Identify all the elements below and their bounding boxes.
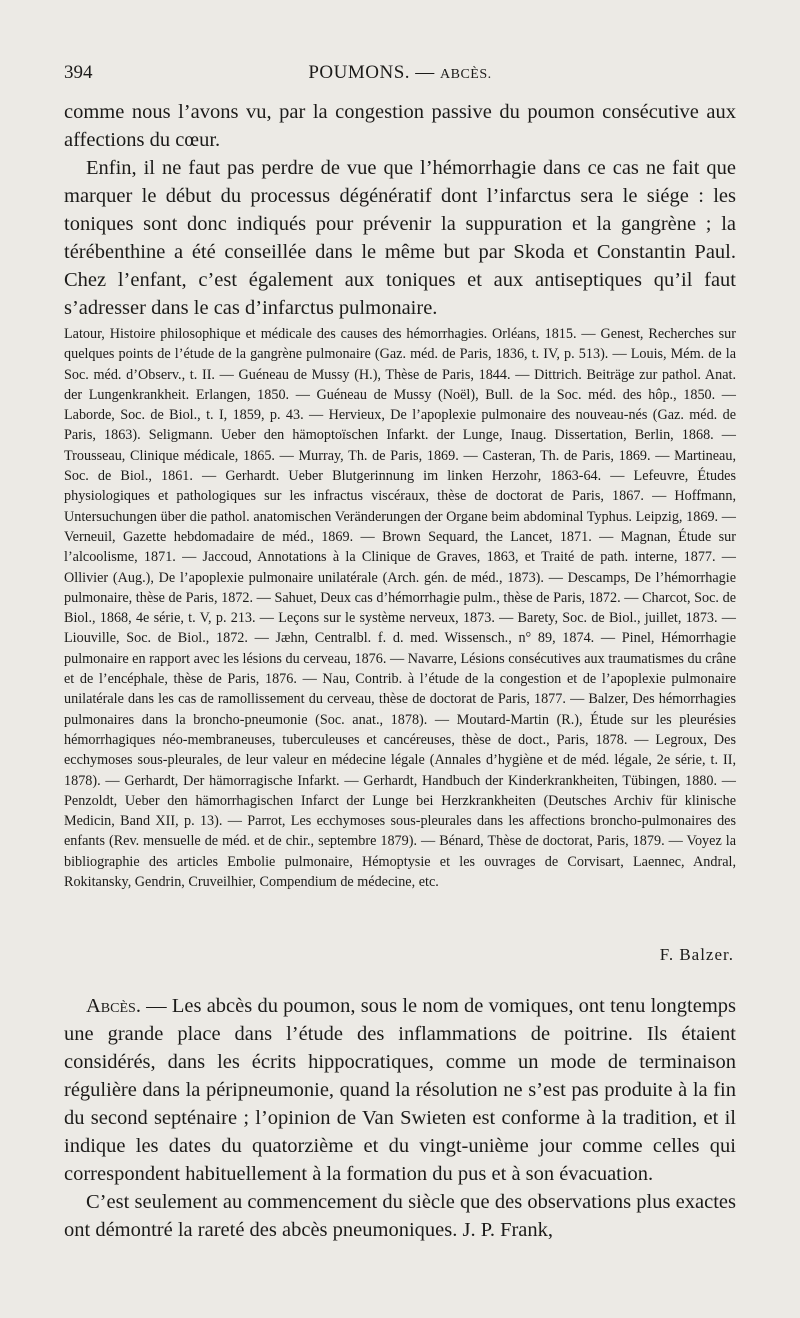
- running-header: [64, 62, 736, 92]
- section-heading-abces: Abcès.: [86, 995, 141, 1017]
- paragraph-abces: [64, 992, 736, 1188]
- author-signature: F. Balzer.: [659, 945, 734, 964]
- paragraph-observations: C’est seulement au commencement du siècle que des observations plus exactes ont démontré la rareté des abcès pneumoniques. J. P. Frank,: [64, 1191, 736, 1241]
- bottom-body-text: [64, 992, 736, 1244]
- paragraph-abces-text: — Les abcès du poumon, sous le nom de vomiques, ont tenu longtemps une grande place dans l’étude des inflammations de poitrine. Ils étaient considérés, dans les écrits hippocratiques, comme un mode de terminaison régulière dans la péripneumonie, quand la résolution ne s’est pas produite à la fin du second septénaire ; l’opinion de Van Swieten est conforme à la tradition, et il indique les dates du quatorzième et du vingt-unième jour comme celles qui correspondent habituellement à la formation du pus et à son évacuation.: [64, 995, 736, 1185]
- running-title: [64, 62, 736, 84]
- running-title-main: POUMONS. —: [308, 62, 441, 83]
- page-number: 394: [64, 62, 93, 83]
- bibliography: Latour, Histoire philosophique et médicale des causes des hémorrhagies. Orléans, 1815. — Genest, Recherches sur quelques points de l’étude de la gangrène pulmonaire (Gaz. méd. de Paris, 1836, t. IV, p. 513). — Louis, Mém. de la Soc. méd. d’Observ., t. II. — Guéneau de Mussy (H.), Thèse de Paris, 1844. — Dittrich. Beiträge zur pathol. Anat. der Lungenkrankheit. Erlangen, 1850. — Guéneau de Mussy (Noël), Bull. de la Soc. méd. des hôp., 1850. — Laborde, Soc. de Biol., t. I, 1859, p. 43. — Hervieux, De l’apoplexie pulmonaire des nouveau-nés (Gaz. méd. de Paris, 1863). Seligmann. Ueber den hämoptoïschen Infarkt. der Lunge, Inaug. Dissertation, Berlin, 1868. — Trousseau, Clinique médicale, 1865. — Murray, Th. de Paris, 1869. — Casteran, Th. de Paris, 1869. — Martineau, Soc. de Biol., 1861. — Gerhardt. Ueber Blutgerinnung im linken Herzohr, 1863-64. — Lefeuvre, Études physiologiques et pathologiques sur les infractus viscéraux, thèse de doctorat de Paris, 1867. — Hoffmann, Untersuchungen über die pathol. anatomischen Veränderungen der Organe beim abdominal Typhus. Leipzig, 1869. — Verneuil, Gazette hebdomadaire de méd., 1869. — Brown Sequard, the Lancet, 1871. — Magnan, Étude sur l’alcoolisme, 1871. — Jaccoud, Annotations à la Clinique de Graves, 1863, et Traité de path. interne, 1877. — Ollivier (Aug.), De l’apoplexie pulmonaire unilatérale (Arch. gén. de méd., 1873). — Descamps, De l’hémorrhagie pulmonaire, thèse de Paris, 1872. — Sahuet, Deux cas d’hémorrhagie pulm., thèse de Paris, 1872. — Charcot, Soc. de Biol., 1868, 4e série, t. V, p. 213. — Leçons sur le système nerveux, 1873. — Barety, Soc. de Biol., juillet, 1873. — Liouville, Soc. de Biol., 1872. — Jæhn, Centralbl. f. d. med. Wissensch., n° 89, 1874. — Pinel, Hémorrhagie pulmonaire en rapport avec les lésions du cerveau, 1876. — Navarre, Lésions consécutives aux traumatismes du crâne et de l’encéphale, thèse de Paris, 1876. — Nau, Contrib. à l’étude de la congestion et de l’apoplexie pulmonaire unilatérale dans les cas de ramollissement du cerveau, thèse de doctorat de Paris, 1877. — Balzer, Des hémorrhagies pulmonaires dans la broncho-pneumonie (Soc. anat., 1878). — Moutard-Martin (R.), Étude sur les pleurésies hémorrhagiques néo-membraneuses, tuberculeuses et cancéreuses, thèse de doct., Paris, 1878. — Legroux, Des ecchymoses sous-pleurales, de leur valeur en médecine légale (Annales d’hygiène et de méd. légale, 2e série, t. II, 1878). — Gerhardt, Der hämorragische Infarkt. — Gerhardt, Handbuch der Kinderkrankheiten, Tübingen, 1880. — Penzoldt, Ueber den hämorrhagischen Infarct der Lunge bei Herzkrankheiten (Deutsches Archiv für klinische Medicin, Band XII, p. 13). — Parrot, Les ecchymoses sous-pleurales dans les affections broncho-pulmonaires des enfants (Rev. mensuelle de méd. et de chir., septembre 1879). — Bénard, Thèse de doctorat, Paris, 1879. — Voyez la bibliographie des articles Embolie pulmonaire, Hémoptysie et les ouvrages de Corvisart, Laennec, Andral, Rokitansky, Gendrin, Cruveilhier, Compendium de médecine, etc.: [64, 326, 736, 891]
- paragraph-treatment: Enfin, il ne faut pas perdre de vue que l’hémorrhagie dans ce cas ne fait que marquer le début du processus dégénératif dont l’infarctus sera le siége : les toniques sont donc indiqués pour prévenir la suppuration et la gangrène ; la térébenthine a été conseillée dans le même but par Skoda et Constantin Paul. Chez l’enfant, c’est également aux toniques et aux antiseptiques qu’il faut s’adresser dans le cas d’infarctus pulmonaire.: [64, 157, 736, 319]
- paragraph-continuation: comme nous l’avons vu, par la congestion passive du poumon consécutive aux affections du cœur.: [64, 101, 736, 151]
- top-body-text: [64, 98, 736, 322]
- running-title-sub: ABCÈS.: [440, 67, 492, 82]
